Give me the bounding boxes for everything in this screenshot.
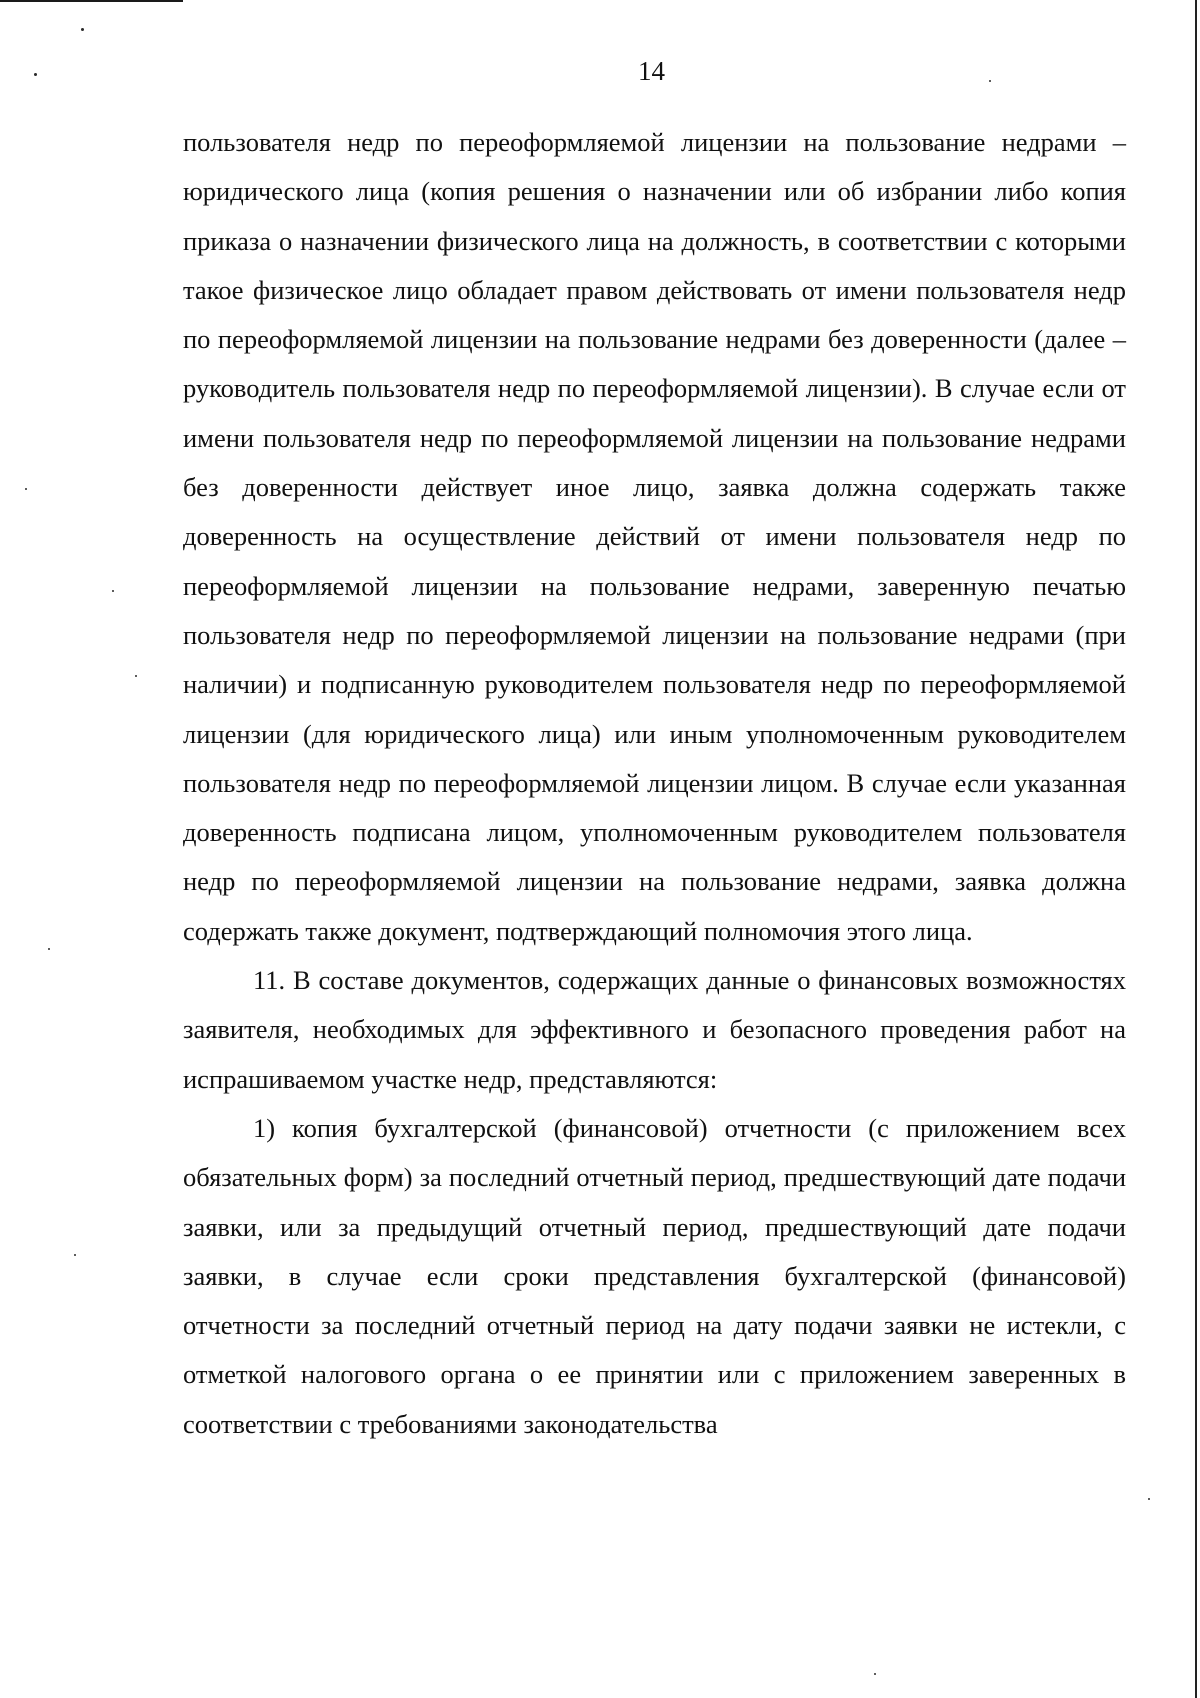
scan-border-top [0,0,183,2]
scan-speck [48,948,50,950]
scan-border-right [1195,0,1197,1698]
scan-speck [74,1254,76,1256]
scan-speck [81,28,84,31]
paragraph-continuation: пользователя недр по переоформляемой лицензии на пользование недрами – юридического лица (копия решения о назначении или об избрании либо копия приказа о назначении физического лица на должность, в соответствии с которыми такое физическое лицо обладает правом действовать от имени пользователя недр по переоформляемой лицензии на пользование недрами без доверенности (далее – руководитель пользователя недр по переоформляемой лицензии). В случае если от имени пользователя недр по переоформляемой лицензии на пользование недрами без доверенности действует иное лицо, заявка должна содержать также доверенность на осуществление действий от имени пользователя недр по переоформляемой лицензии на пользование недрами, заверенную печатью пользователя недр по переоформляемой лицензии на пользование недрами (при наличии) и подписанную руководителем пользователя недр по переоформляемой лицензии (для юридического лица) или иным уполномоченным руководителем пользователя недр по переоформляемой лицензии лицом. В случае если указанная доверенность подписана лицом, уполномоченным руководителем пользователя недр по переоформляемой лицензии на пользование недрами, заявка должна содержать также документ, подтверждающий полномочия этого лица. [183,127,1126,946]
scan-speck [874,1673,876,1675]
scan-speck [25,488,27,490]
scan-speck [112,590,114,592]
page-number: 14 [638,56,665,86]
paragraph-item-11: 11. В составе документов, содержащих данные о финансовых возможностях заявителя, необходимых для эффективного и безопасного проведения работ на испрашиваемом участке недр, представляются: [183,965,1126,1094]
document-body [183,118,1126,1449]
scan-speck [1148,1498,1150,1500]
scan-speck [135,675,137,677]
paragraph-subitem-1: 1) копия бухгалтерской (финансовой) отчетности (с приложением всех обязательных форм) за последний отчетный период, предшествующий дате подачи заявки, или за предыдущий отчетный период, предшествующий дате подачи заявки, в случае если сроки представления бухгалтерской (финансовой) отчетности за последний отчетный период на дату подачи заявки не истекли, с отметкой налогового органа о ее принятии или с приложением заверенных в соответствии с требованиями законодательства [183,1112,1126,1439]
